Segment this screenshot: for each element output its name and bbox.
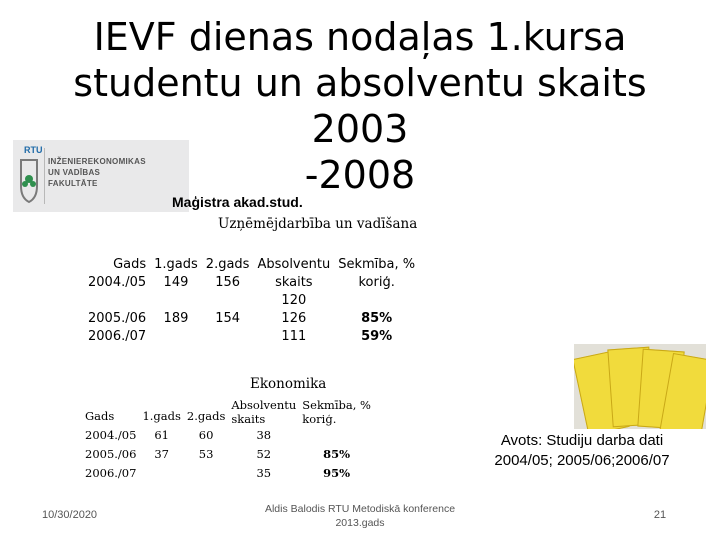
footer-conference-line1: Aldis Balodis RTU Metodiskā konference bbox=[264, 503, 456, 515]
table-cell bbox=[202, 292, 254, 310]
header-gads: Gads bbox=[113, 257, 147, 272]
header-sekmiba bbox=[334, 256, 419, 274]
header-2gads: 2.gads bbox=[186, 409, 226, 423]
table-cell: 120 bbox=[281, 293, 307, 308]
header-sekmiba-line1: Sekmība, % bbox=[338, 257, 416, 272]
table-header-row bbox=[82, 398, 374, 426]
header-absolventu-line2: skaits bbox=[275, 275, 313, 290]
header-1gads: 1.gads bbox=[142, 409, 181, 423]
table-row bbox=[82, 445, 374, 464]
section1-table bbox=[84, 256, 419, 346]
slide-title-line-3: -2008 bbox=[304, 153, 416, 197]
table-cell: 52 bbox=[256, 447, 272, 461]
table-cell: 2004./05 bbox=[85, 428, 137, 442]
section2-table bbox=[82, 398, 374, 483]
header-sekmiba-line2: koriģ. bbox=[302, 412, 337, 426]
study-books-photo bbox=[574, 344, 706, 429]
table-row bbox=[82, 426, 374, 445]
table-cell: 37 bbox=[154, 447, 169, 461]
table-cell: 154 bbox=[215, 311, 241, 326]
logo-divider bbox=[44, 148, 45, 204]
slide-title-line-2: studentu un absolventu skaits 2003 bbox=[73, 61, 647, 151]
table-cell: 60 bbox=[198, 428, 214, 442]
page-number: 21 bbox=[653, 509, 667, 521]
table-cell bbox=[84, 292, 150, 310]
footer-conference-line2: 2013.gads bbox=[335, 517, 385, 529]
table-cell bbox=[334, 292, 419, 310]
header-absolventu-line1: Absolventu bbox=[257, 257, 331, 272]
rtu-shield-icon bbox=[19, 146, 51, 206]
header-sekmiba-line1: Sekmība, % bbox=[302, 398, 371, 412]
table-cell: 2006./07 bbox=[88, 329, 147, 344]
table-cell bbox=[184, 464, 228, 483]
source-note bbox=[444, 431, 720, 471]
table-cell: 156 bbox=[215, 275, 241, 290]
table-cell: 38 bbox=[256, 428, 272, 442]
header-2gads: 2.gads bbox=[205, 257, 250, 272]
table-cell bbox=[299, 426, 374, 445]
header-1gads: 1.gads bbox=[154, 257, 198, 272]
table-cell: 2004./05 bbox=[88, 275, 147, 290]
table-cell: 35 bbox=[256, 466, 272, 480]
table-row bbox=[84, 328, 419, 346]
table-cell bbox=[202, 328, 254, 346]
table-cell bbox=[150, 292, 202, 310]
header-sekmiba-line2: koriģ. bbox=[358, 275, 395, 290]
slide-title-line-1: IEVF dienas nodaļas 1.kursa bbox=[93, 15, 627, 59]
table-cell: 53 bbox=[198, 447, 214, 461]
table-cell: 59% bbox=[361, 329, 393, 344]
header-absolventu bbox=[228, 398, 299, 426]
table-cell: 85% bbox=[361, 311, 393, 326]
table-header-row-2 bbox=[84, 274, 419, 292]
header-sekmiba bbox=[299, 398, 374, 426]
table-cell: 111 bbox=[281, 329, 307, 344]
rtu-abbreviation: RTU bbox=[24, 145, 43, 155]
table-cell: 189 bbox=[163, 311, 189, 326]
table-cell bbox=[150, 328, 202, 346]
table-cell: 85% bbox=[323, 447, 351, 461]
faculty-logo bbox=[13, 140, 189, 212]
header-absolventu bbox=[253, 256, 334, 274]
table-cell bbox=[139, 464, 183, 483]
table-cell: 2005./06 bbox=[85, 447, 137, 461]
header-gads: Gads bbox=[85, 409, 115, 423]
source-line-2: 2004/05; 2005/06;2006/07 bbox=[494, 452, 670, 469]
header-absolventu-line1: Absolventu bbox=[231, 398, 297, 412]
source-line-1: Avots: Studiju darba dati bbox=[500, 432, 664, 449]
table-row bbox=[82, 464, 374, 483]
faculty-name: INŽENIEREKONOMIKAS UN VADĪBAS FAKULTĀTE bbox=[48, 157, 146, 188]
footer-conference bbox=[250, 502, 470, 530]
table-row bbox=[84, 310, 419, 328]
header-absolventu-line2: skaits bbox=[231, 412, 266, 426]
table-cell: 149 bbox=[163, 275, 189, 290]
table-header-row bbox=[84, 256, 419, 274]
table-cell: 126 bbox=[281, 311, 307, 326]
section1-heading: Maģistra akad.stud. bbox=[172, 194, 303, 210]
table-row bbox=[84, 292, 419, 310]
table-cell: 2006./07 bbox=[85, 466, 137, 480]
table-cell: 95% bbox=[323, 466, 351, 480]
footer-date: 10/30/2020 bbox=[42, 509, 98, 521]
table-cell: 61 bbox=[154, 428, 169, 442]
section1-subheading: Uzņēmējdarbība un vadīšana bbox=[218, 216, 418, 232]
section2-subheading: Ekonomika bbox=[250, 376, 327, 392]
table-cell: 2005./06 bbox=[88, 311, 147, 326]
